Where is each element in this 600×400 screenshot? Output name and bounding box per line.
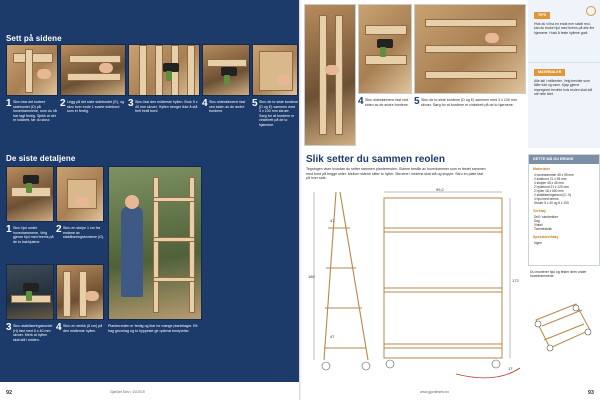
list-sub-tools: Verktøy — [533, 209, 546, 213]
dim-base: 17 — [508, 366, 513, 371]
section1-title: Sett på sidene — [6, 34, 62, 43]
bottom-step4-caption: 4 Skru en strekk (8 cm) på den midterste hyllen. — [56, 322, 103, 333]
photo-right-step-c — [414, 4, 526, 94]
list-item: 2 hyllebord 21 x 120 mm — [534, 185, 569, 189]
list-item: Vinkel — [534, 223, 543, 227]
diagram-svg — [306, 188, 526, 384]
step4-caption: 4 Skru sideskinnene fast ved siden av de andre bordene. — [202, 98, 246, 114]
photo-step2 — [60, 44, 126, 96]
lead-text: Tegningen viser hvordan du setter sammen planterreolen. Sidene består av hovedrammer som er festet sammen med bord på begge sider. Mellom sidene sitter to hyller. Skruene i nederst skal stå og stoppe. Skru en plate fast på hver side. — [306, 167, 486, 181]
step3-caption: 3 Skru fast den midterste hyllen. Bruk 5 x 40 mm skruer. Hyllen trenger ikke å stå helt inntil bord. — [128, 98, 198, 114]
photo-bottom-step4 — [56, 264, 104, 320]
list-item: 2 hyller 18 x 600 mm — [534, 189, 564, 193]
list-item: Sag — [534, 219, 540, 223]
photo-bottom-step2 — [56, 166, 104, 222]
right-step4-caption: 4 Skru sideskinnene fast ved siden av de andre bordene. — [358, 96, 409, 107]
right-page-number: 93 — [587, 390, 594, 396]
materials-list-box — [528, 154, 600, 266]
list-item: Tommestokk — [534, 227, 552, 231]
dim-top-width: 99,2 — [436, 188, 444, 192]
tip-box — [528, 0, 600, 62]
photo-bottom-step3 — [6, 264, 54, 320]
list-item: 4 hovedrammer 45 x 95 mm — [534, 173, 574, 177]
list-item: Ingen — [534, 241, 542, 245]
step5-caption: 5 Skru de to siste bordene (D og E) sammen med 3 x 100 mm skruer. Sørg for at bordene er vinkelrett på de to hjørnene. — [252, 98, 298, 127]
bottom-step1-caption: 1 Skru hjul under hovedrammene. Velg gjerne hjul med brems på de to bakhjulene. — [6, 224, 54, 244]
base-diagram — [530, 290, 596, 370]
photo-right-step-a — [304, 4, 356, 146]
bottom-step2-caption: 2 Skru en stolpe 1 cm fra endene av stabiliseringsbordene (G). — [56, 224, 105, 240]
list-item: Drill / skrutrekker — [534, 215, 558, 219]
tip-heading: TIPS — [534, 12, 550, 19]
list-sub-materials: Materialer — [533, 167, 550, 171]
inset-caption: Du monterer hjul og fester dem under hovedrammene. — [530, 270, 587, 279]
photo-step1 — [6, 44, 58, 96]
dim-low: 47 — [330, 334, 335, 339]
materials-text: Alle tall i millimeter. Velg trevirke som tåler fukt og vann. Kjøp gjerne impregnert trevirke hvis reolen skal stå ute hele året. — [534, 79, 593, 97]
dim-height: 180 — [308, 274, 315, 279]
photo-finished-shelf — [108, 166, 202, 320]
list-sub-special-tools: Spesialverktøy — [533, 235, 559, 239]
dim-bottom: 172 — [512, 278, 519, 283]
photo-step3 — [128, 44, 200, 96]
section2-title: De siste detaljene — [6, 154, 76, 163]
photo-step4 — [202, 44, 250, 96]
left-footer: GjørDet Selv • 10/2019 — [110, 390, 145, 394]
main-title: Slik setter du sammen reolen — [306, 154, 445, 165]
step1-caption: 1 Skru fast det kortere sidebordet (D) på hovedrammene, som du nå har lagt ferdig. Sjekk at det er loddrett, før du skrur. — [6, 98, 57, 123]
right-page — [300, 0, 600, 400]
materials-box — [528, 62, 600, 148]
list-item: Skruer 5 x 40 og 5 x 100 — [534, 201, 569, 205]
base-diagram-svg — [530, 290, 596, 370]
tip-text: Hvis du vil ha en enda mer stabil reol, kan du bruke hjul med brems på alle fire hjørnene. Husk å feste hyllene godt. — [534, 22, 595, 35]
step2-caption: 2 Legg på det siste sidebordet (E), og skru hver ende 1 svarte sidebord som er ferdig. — [60, 98, 124, 114]
dim-mid: 47 — [330, 218, 335, 223]
photo-bottom-step1 — [6, 166, 54, 222]
list-item: 4 stolper 45 x 45 mm — [534, 181, 564, 185]
bottom-step3-caption: 3 Skru stabiliseringsbordet (H) fast med 5 x 40 mm skruer. Merk at hyllen skal stå i midten. — [6, 322, 53, 342]
list-heading: DETTE MÅ DU BRUKE — [529, 155, 599, 164]
lightbulb-icon — [586, 6, 596, 16]
finished-photo-caption: Planterreolen er ferdig og klar for mange plantelager. Ett hag grunnlag og to hyppeste gir optimal bestyrelse. — [108, 324, 198, 333]
right-step5-caption: 5 Skru de to siste bordene (D og E) sammen med 3 x 100 mm skruer. Sørg for at bordene er vinkelrett på de to hjørnene. — [414, 96, 517, 107]
assembly-diagram — [306, 188, 526, 384]
front-view — [384, 198, 502, 358]
photo-step5 — [252, 44, 298, 96]
materials-heading: MATERIALER — [534, 69, 565, 76]
left-page-number: 92 — [6, 390, 13, 396]
list-item: 4 hjul med brems — [534, 197, 559, 201]
right-footer: www.gjordetselv.no — [420, 390, 449, 394]
list-item: 2 sidebord 21 x 95 mm — [534, 177, 567, 181]
photo-right-step-b — [358, 4, 412, 94]
list-item: 2 stabiliseringsbord (G, H) — [534, 193, 572, 197]
